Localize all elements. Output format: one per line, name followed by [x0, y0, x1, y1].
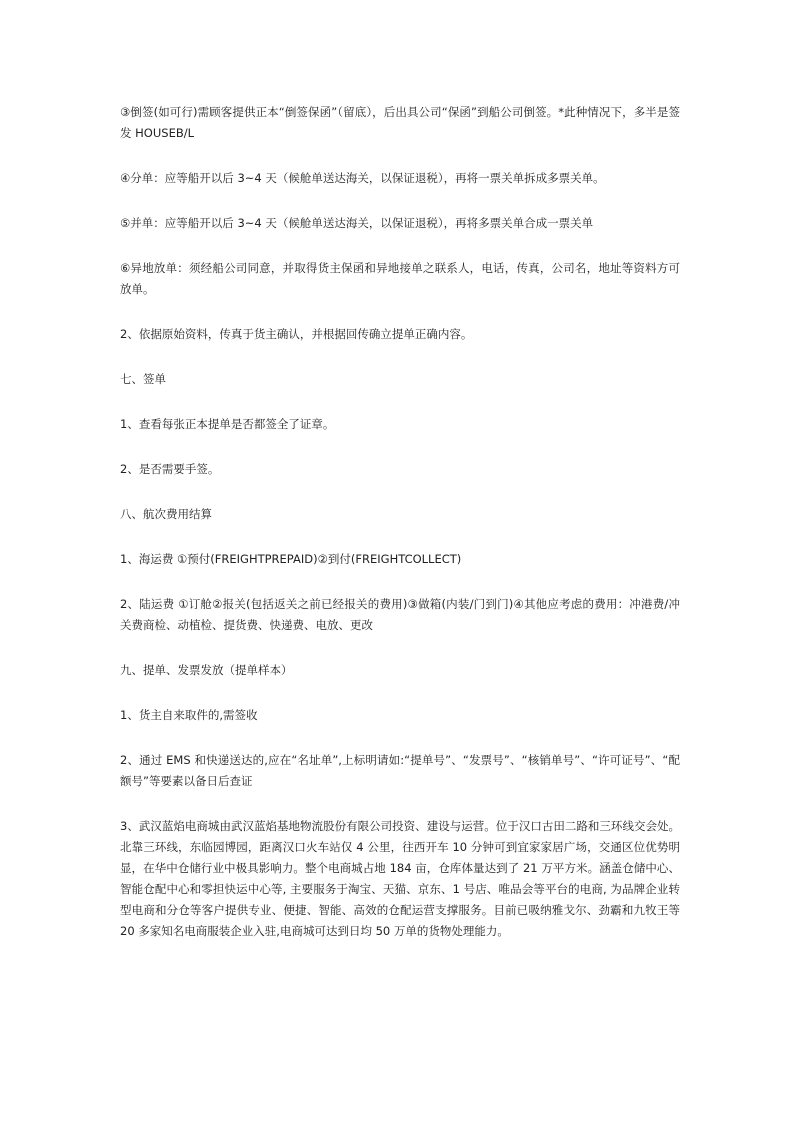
paragraph-remote-release: ⑥异地放单：须经船公司同意，并取得货主保函和异地接单之联系人，电话，传真，公司名，地址等资料方可放单。 — [120, 261, 680, 296]
paragraph-check-seal: 1、查看每张正本提单是否都签全了证章。 — [120, 417, 335, 431]
paragraph-ocean-freight: 1、海运费 ①预付(FREIGHTPREPAID)②到付(FREIGHTCOLLECT) — [120, 552, 462, 566]
paragraph-hand-sign: 2、是否需要手签。 — [120, 462, 220, 476]
paragraph-land-freight: 2、陆运费 ①订舱②报关(包括返关之前已经报关的费用)③做箱(内装/门到门)④其他应考虑的费用：冲港费/冲关费商检、动植检、提货费、快递费、电放、更改 — [120, 597, 680, 632]
section-heading-sign: 七、签单 — [120, 372, 166, 386]
section-heading-issue: 九、提单、发票发放（提单样本） — [120, 663, 293, 677]
paragraph-split-bill: ④分单：应等船开以后 3~4 天（候舱单送达海关，以保证退税），再将一票关单拆成多票关单。 — [120, 171, 605, 185]
document-body — [120, 102, 680, 966]
paragraph-merge-bill: ⑤并单：应等船开以后 3~4 天（候舱单送达海关，以保证退税），再将多票关单合成一票关单 — [120, 216, 594, 230]
paragraph-confirm-bill: 2、依据原始资料，传真于货主确认，并根据回传确立提单正确内容。 — [120, 327, 473, 341]
section-heading-fees: 八、航次费用结算 — [120, 507, 212, 521]
paragraph-express-delivery: 2、通过 EMS 和快递送达的,应在“名址单”,上标明请如:“提单号”、“发票号”、“核销单号”、“许可证号”、“配额号”等要素以备日后查证 — [120, 753, 680, 788]
paragraph-backdate: ③倒签(如可行)需顾客提供正本“倒签保函”（留底），后出具公司“保函”到船公司倒签。*此种情况下，多半是签发 HOUSEB/L — [120, 105, 680, 140]
paragraph-company-intro: 3、武汉蓝焰电商城由武汉蓝焰基地物流股份有限公司投资、建设与运营。位于汉口古田二路和三环线交会处。北靠三环线，东临园博园，距离汉口火车站仅 4 公里，往西开车 10 分钟可到宜家家居广场，交通区位优势明显，在华中仓储行业中极具影响力。整个电商城占地 184 亩，仓库体量达到了 21 万平方米。涵盖仓储中心、智能仓配中心和零担快运中心等, 主要服务于淘宝、天猫、京东、1 号店、唯品会等平台的电商, 为品牌企业转型电商和分仓等客户提供专业、便捷、智能、高效的仓配运营支撑服务。目前已吸纳雅戈尔、劲霸和九牧王等 20 多家知名电商服装企业入驻,电商城可达到日均 50 万单的货物处理能力。 — [120, 819, 680, 938]
paragraph-self-pickup: 1、货主自来取件的,需签收 — [120, 708, 258, 722]
